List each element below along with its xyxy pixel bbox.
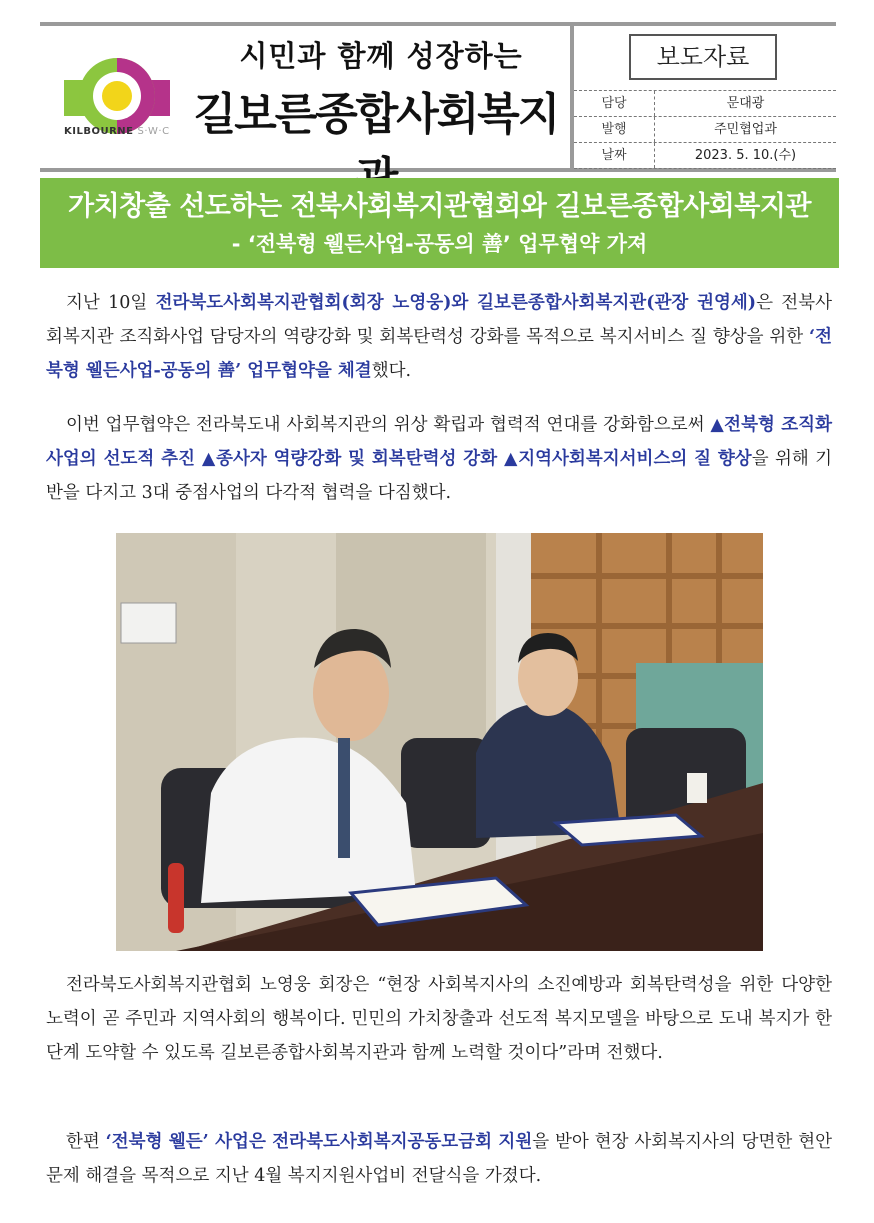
text-run: 을 위해 기반을 다지고 3대 중점사업의 다각적 협력을 다짐했다. (46, 449, 832, 503)
text-run: 이번 업무협약은 전라북도내 사회복지관의 위상 확립과 협력적 연대를 강화함으로써 (66, 415, 711, 435)
meta-key: 날짜 (574, 143, 655, 168)
text-run: 을 받아 현장 사회복지사의 당면한 현안문제 해결을 목적으로 지난 4월 복지지원사업비 전달식을 가졌다. (46, 1132, 833, 1186)
meta-row-contact (574, 90, 836, 116)
text-run: 은 전북사회복지관 조직화사업 담당자의 역량강화 및 회복탄력성 강화를 목적으로 복지서비스 질 향상을 위한 (46, 293, 833, 347)
meta-key: 담당 (574, 91, 655, 116)
meta-row-publisher (574, 116, 836, 142)
press-release-label: 보도자료 (629, 34, 777, 80)
text-run: 전라북도사회복지관협회 노영웅 회장은 “현장 사회복지사의 소진예방과 회복탄력성을 위한 다양한 노력이 곧 주민과 지역사회의 행복이다. 민민의 가치창출과 선도적 복지모델을 바탕으로 도내 복지가 한 단계 도약할 수 있도록 길보른종합사회복지관과 함께 노력할 것이다”라며 전했다. (46, 975, 832, 1063)
meta-row-date (574, 142, 836, 169)
meta-value: 2023. 5. 10.(수) (694, 148, 797, 163)
logo-wordmark: KILBOURNE S·W·C (64, 126, 170, 137)
headline-banner (40, 178, 839, 268)
paragraph-3 (46, 968, 832, 1070)
highlight-text: 전라북도사회복지관협회(회장 노영웅)와 길보른종합사회복지관(관장 권영세) (155, 293, 757, 313)
headline-title: 가치창출 선도하는 전북사회복지관협회와 길보른종합사회복지관 (68, 191, 811, 222)
organization-name: 길보른종합사회복지 (193, 89, 559, 140)
press-release-header (40, 22, 836, 172)
paragraph-2 (46, 408, 832, 510)
highlight-text: ‘전북형 웰든사업-공동의 善’ 업무협약을 체결 (46, 327, 832, 381)
photo-illustration (116, 533, 763, 951)
text-run: 한편 (66, 1132, 106, 1152)
signing-ceremony-photo (116, 533, 763, 951)
highlight-text: ▲전북형 조직화사업의 선도적 추진 ▲종사자 역량강화 및 회복탄력성 강화 ▲지역사회복지서비스의 질 향상 (46, 415, 832, 469)
highlight-text: ‘전북형 웰든’ 사업은 전라북도사회복지공동모금회 지원 (105, 1132, 533, 1152)
text-run: 했다. (371, 361, 412, 381)
paragraph-4 (46, 1125, 832, 1193)
slogan: 시민과 함께 성장하는 (239, 39, 523, 73)
headline-subtitle: - ‘전북형 웰든사업-공동의 善’ 업무협약 가져 (231, 232, 648, 256)
meta-table (574, 90, 836, 169)
text-run: 지난 10일 (66, 293, 156, 313)
kilbourne-logo-icon (62, 48, 172, 158)
meta-value: 문대광 (726, 96, 765, 111)
meta-value: 주민협업과 (714, 122, 777, 137)
meta-key: 발행 (574, 117, 655, 142)
paragraph-1 (46, 286, 832, 388)
